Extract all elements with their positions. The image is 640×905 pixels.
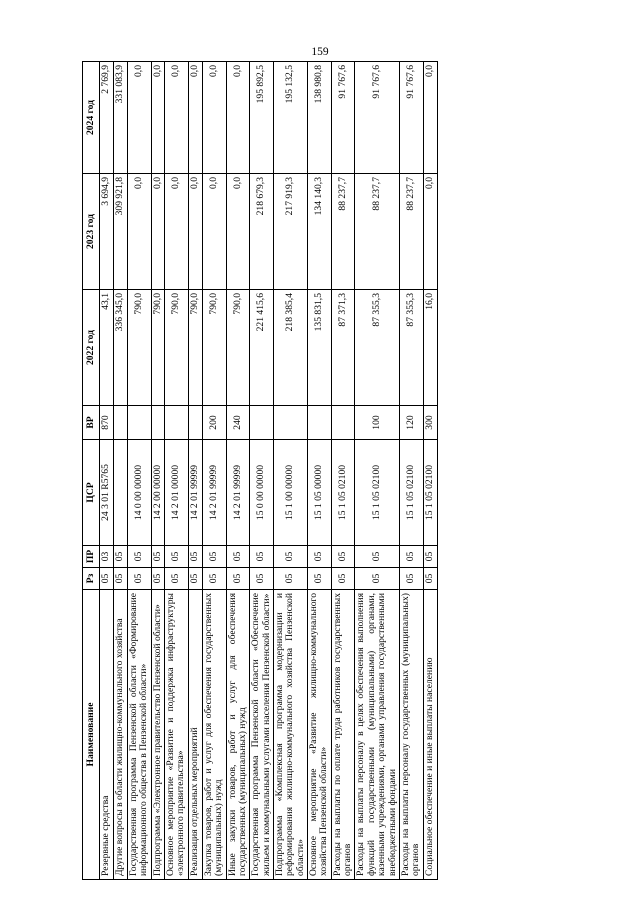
row-pr: 05 — [114, 546, 128, 568]
row-pr: 05 — [202, 546, 226, 568]
row-vr: 120 — [399, 406, 423, 440]
row-2022: 87 355,3 — [355, 290, 399, 406]
row-csr: 15 1 00 00000 — [273, 440, 307, 546]
row-vr — [151, 406, 164, 440]
row-2022: 790,0 — [165, 290, 189, 406]
row-rz: 05 — [165, 568, 189, 590]
row-rz: 05 — [100, 568, 114, 590]
row-rz: 05 — [226, 568, 250, 590]
row-csr: 15 1 05 00000 — [308, 440, 332, 546]
row-pr: 05 — [188, 546, 202, 568]
table-row — [202, 62, 226, 880]
row-vr — [250, 406, 274, 440]
row-pr: 05 — [250, 546, 274, 568]
row-2023: 0,0 — [226, 174, 250, 290]
row-csr: 14 2 00 00000 — [151, 440, 164, 546]
row-csr: 14 2 01 99999 — [202, 440, 226, 546]
row-rz: 05 — [151, 568, 164, 590]
row-2024: 2 769,9 — [100, 62, 114, 174]
row-2024: 0,0 — [165, 62, 189, 174]
row-2024: 91 767,6 — [399, 62, 423, 174]
row-name: Основное мероприятие «Развитие и поддержка инфраструктуры «электронного правительства» — [165, 590, 189, 880]
row-2022: 87 355,3 — [399, 290, 423, 406]
row-pr: 05 — [355, 546, 399, 568]
row-rz: 05 — [250, 568, 274, 590]
row-2024: 91 767,6 — [331, 62, 355, 174]
row-2023: 218 679,3 — [250, 174, 274, 290]
row-name: Основное мероприятие «Развитие жилищно-коммунального хозяйства Пензенской области» — [308, 590, 332, 880]
row-csr: 15 1 05 02100 — [331, 440, 355, 546]
table-row — [151, 62, 164, 880]
row-pr: 05 — [226, 546, 250, 568]
row-csr: 15 1 05 02100 — [399, 440, 423, 546]
row-2022: 135 831,5 — [308, 290, 332, 406]
table-row — [308, 62, 332, 880]
row-2023: 3 694,9 — [100, 174, 114, 290]
row-2022: 790,0 — [226, 290, 250, 406]
header-vr: ВР — [83, 406, 100, 440]
row-pr: 05 — [151, 546, 164, 568]
row-2022: 790,0 — [188, 290, 202, 406]
row-2024: 0,0 — [226, 62, 250, 174]
row-csr: 15 1 05 02100 — [423, 440, 437, 546]
row-2023: 88 237,7 — [331, 174, 355, 290]
row-name: Другие вопросы в области жилищно-коммунального хозяйства — [114, 590, 128, 880]
row-rz: 05 — [114, 568, 128, 590]
row-name: Закупка товаров, работ и услуг для обеспечения государственных (муниципальных) нужд — [202, 590, 226, 880]
header-2022: 2022 год — [83, 290, 100, 406]
table-row — [128, 62, 152, 880]
row-rz: 05 — [399, 568, 423, 590]
row-name: Резервные средства — [100, 590, 114, 880]
table-row — [165, 62, 189, 880]
table-row — [273, 62, 307, 880]
row-2022: 87 371,3 — [331, 290, 355, 406]
row-2024: 0,0 — [188, 62, 202, 174]
table-row — [423, 62, 437, 880]
header-csr: ЦСР — [83, 440, 100, 546]
row-csr: 14 0 00 00000 — [128, 440, 152, 546]
row-vr — [308, 406, 332, 440]
row-2023: 0,0 — [151, 174, 164, 290]
row-name: Подпрограмма «Комплексная программа модернизации и реформирования жилищно-коммунального хозяйства Пензенской области» — [273, 590, 307, 880]
row-csr: 14 2 01 99999 — [188, 440, 202, 546]
row-2023: 88 237,7 — [399, 174, 423, 290]
row-2022: 336 345,0 — [114, 290, 128, 406]
row-2024: 91 767,6 — [355, 62, 399, 174]
row-name: Расходы на выплаты персоналу в целях обеспечения выполнения функций государственными (муниципальными) органами, казенными учреждениями, органами управления государственными внебюджетными фондами — [355, 590, 399, 880]
table-row — [114, 62, 128, 880]
row-2022: 218 385,4 — [273, 290, 307, 406]
row-vr — [128, 406, 152, 440]
row-vr — [114, 406, 128, 440]
row-2024: 0,0 — [202, 62, 226, 174]
header-2024: 2024 год — [83, 62, 100, 174]
row-name: Расходы на выплаты по оплате труда работников государственных органов — [331, 590, 355, 880]
rotated-table-area — [82, 62, 582, 880]
row-2024: 0,0 — [128, 62, 152, 174]
row-rz: 05 — [355, 568, 399, 590]
budget-table — [82, 61, 438, 880]
row-name: Подпрограмма «Электронное правительство Пензенской области» — [151, 590, 164, 880]
row-pr: 05 — [423, 546, 437, 568]
row-2022: 43,1 — [100, 290, 114, 406]
row-2023: 0,0 — [165, 174, 189, 290]
table-row — [188, 62, 202, 880]
header-name: Наименование — [83, 590, 100, 880]
row-2024: 195 892,5 — [250, 62, 274, 174]
row-2023: 88 237,7 — [355, 174, 399, 290]
row-2023: 217 919,3 — [273, 174, 307, 290]
header-2023: 2023 год — [83, 174, 100, 290]
header-rz: Рз — [83, 568, 100, 590]
row-vr: 200 — [202, 406, 226, 440]
row-vr: 300 — [423, 406, 437, 440]
row-pr: 05 — [165, 546, 189, 568]
row-2022: 790,0 — [128, 290, 152, 406]
row-2023: 309 921,8 — [114, 174, 128, 290]
row-vr: 870 — [100, 406, 114, 440]
row-2024: 0,0 — [423, 62, 437, 174]
row-rz: 05 — [423, 568, 437, 590]
row-2024: 195 132,5 — [273, 62, 307, 174]
row-2024: 331 083,9 — [114, 62, 128, 174]
row-name: Реализация отдельных мероприятий — [188, 590, 202, 880]
row-csr: 15 0 00 00000 — [250, 440, 274, 546]
row-2023: 0,0 — [423, 174, 437, 290]
row-csr: 24 3 01 R5765 — [100, 440, 114, 546]
row-name: Государственная программа Пензенской области «Обеспечение жильем и коммунальными услугами населения Пензенской области» — [250, 590, 274, 880]
header-pr: ПР — [83, 546, 100, 568]
row-pr: 03 — [100, 546, 114, 568]
row-2024: 138 980,8 — [308, 62, 332, 174]
table-row — [100, 62, 114, 880]
row-vr — [273, 406, 307, 440]
table-row — [355, 62, 399, 880]
row-rz: 05 — [308, 568, 332, 590]
table-row — [226, 62, 250, 880]
row-csr: 15 1 05 02100 — [355, 440, 399, 546]
table-row — [399, 62, 423, 880]
row-pr: 05 — [128, 546, 152, 568]
row-rz: 05 — [128, 568, 152, 590]
row-pr: 05 — [308, 546, 332, 568]
row-csr — [114, 440, 128, 546]
row-vr — [331, 406, 355, 440]
row-csr: 14 2 01 00000 — [165, 440, 189, 546]
row-rz: 05 — [273, 568, 307, 590]
table-row — [250, 62, 274, 880]
row-vr — [188, 406, 202, 440]
row-2024: 0,0 — [151, 62, 164, 174]
page-number: 159 — [311, 46, 329, 58]
table-header-row — [83, 62, 100, 880]
row-2023: 0,0 — [202, 174, 226, 290]
row-vr: 100 — [355, 406, 399, 440]
row-name: Иные закупки товаров, работ и услуг для обеспечения государственных (муниципальных) нужд — [226, 590, 250, 880]
row-pr: 05 — [331, 546, 355, 568]
row-2022: 221 415,6 — [250, 290, 274, 406]
row-pr: 05 — [273, 546, 307, 568]
row-rz: 05 — [331, 568, 355, 590]
row-name: Расходы на выплаты персоналу государственных (муниципальных) органов — [399, 590, 423, 880]
row-2022: 790,0 — [151, 290, 164, 406]
row-rz: 05 — [202, 568, 226, 590]
row-rz: 05 — [188, 568, 202, 590]
row-vr: 240 — [226, 406, 250, 440]
row-name: Государственная программа Пензенской области «Формирование информационного общества в Пензенской области» — [128, 590, 152, 880]
row-csr: 14 2 01 99999 — [226, 440, 250, 546]
row-2023: 0,0 — [128, 174, 152, 290]
row-pr: 05 — [399, 546, 423, 568]
row-name: Социальное обеспечение и иные выплаты населению — [423, 590, 437, 880]
row-vr — [165, 406, 189, 440]
row-2022: 790,0 — [202, 290, 226, 406]
row-2023: 134 140,3 — [308, 174, 332, 290]
row-2023: 0,0 — [188, 174, 202, 290]
row-2022: 16,0 — [423, 290, 437, 406]
table-row — [331, 62, 355, 880]
